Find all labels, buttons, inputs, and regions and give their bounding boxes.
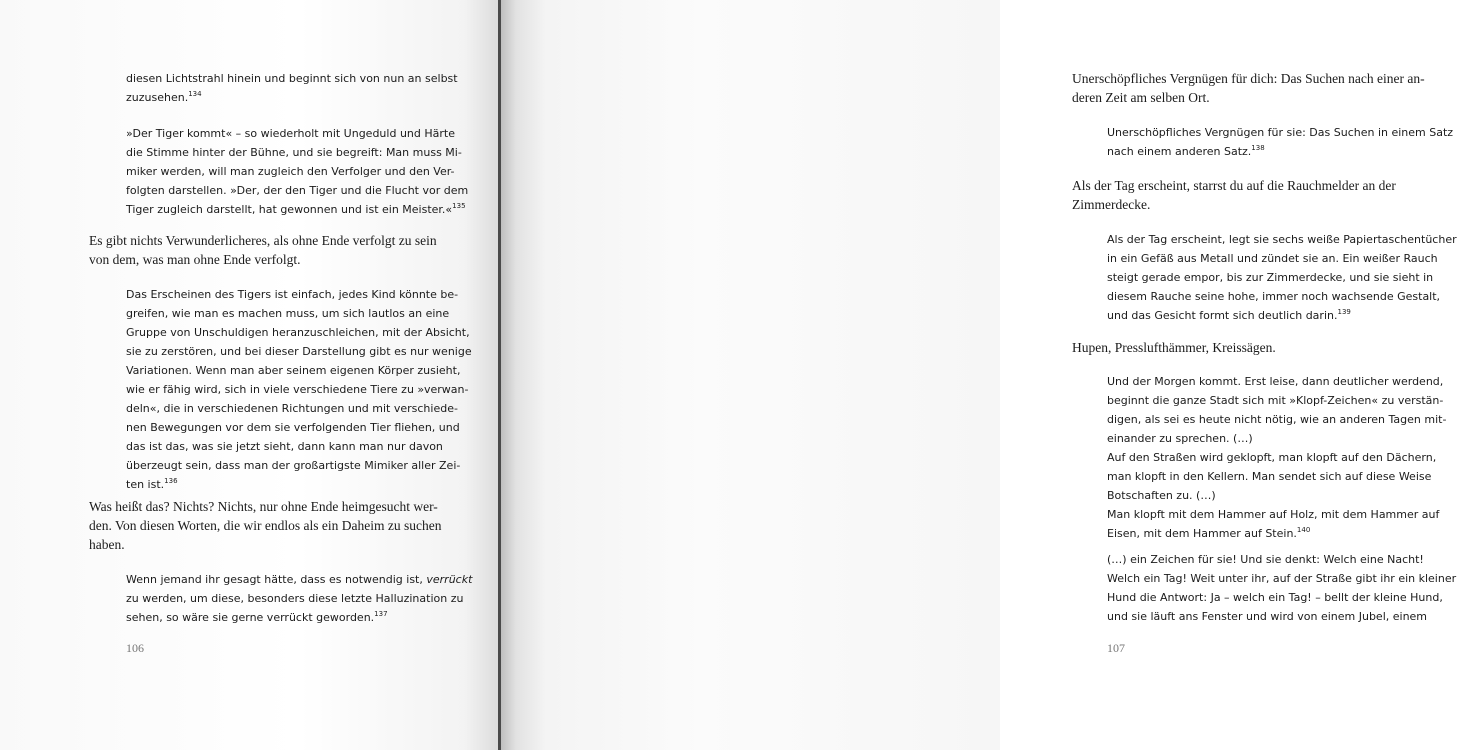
indented-quote-block <box>1107 123 1454 161</box>
text-line: Hund die Antwort: Ja – welch ein Tag! – bellt der kleine Hund, <box>1107 591 1443 604</box>
text-line: man klopft in den Kellern. Man sendet sich auf diese Weise <box>1107 470 1432 483</box>
text-line: Und der Morgen kommt. Erst leise, dann deutlicher werdend, <box>1107 375 1444 388</box>
footnote-ref: 139 <box>1337 308 1351 316</box>
footnote-ref: 136 <box>164 477 178 485</box>
text-segment: nach einem anderen Satz. <box>1107 145 1252 158</box>
indented-quote-block <box>1107 550 1457 626</box>
page-number: 107 <box>1107 641 1125 655</box>
body-paragraph <box>1072 176 1412 214</box>
indented-quote-block <box>1107 230 1457 325</box>
body-paragraph <box>89 231 437 269</box>
footnote-ref: 135 <box>452 202 466 210</box>
text-line: Gruppe von Unschuldigen heranzuschleichen, mit der Absicht, <box>126 326 470 339</box>
text-line: Welch ein Tag! Weit unter ihr, auf der Straße gibt ihr ein kleiner <box>1107 572 1457 585</box>
text-line: (…) ein Zeichen für sie! Und sie denkt: Welch eine Nacht! <box>1107 553 1424 566</box>
text-line: die Stimme hinter der Bühne, und sie begreift: Man muss Mi- <box>126 146 462 159</box>
text-line: miker werden, will man zugleich den Verfolger und den Ver- <box>126 165 455 178</box>
text-line: folgten darstellen. »Der, der den Tiger und die Flucht vor dem <box>126 184 469 197</box>
text-line: wie er fähig wird, sich in viele verschiedene Tiere zu »verwan- <box>126 383 469 396</box>
text-segment: Tiger zugleich darstellt, hat gewonnen und ist ein Meister.« <box>126 203 453 216</box>
text-line: überzeugt sein, dass man der großartigste Mimiker aller Zei- <box>126 459 461 472</box>
text-line: Unerschöpfliches Vergnügen für sie: Das Suchen in einem Satz <box>1107 126 1454 139</box>
text-line: den. Von diesen Worten, die wir endlos als ein Daheim zu suchen <box>89 518 442 533</box>
text-line: Zimmerdecke. <box>1072 197 1151 212</box>
text-line: Man klopft mit dem Hammer auf Holz, mit dem Hammer auf <box>1107 508 1440 521</box>
footnote-ref: 138 <box>1251 144 1265 152</box>
indented-quote-block <box>1107 372 1447 543</box>
text-line: und sie läuft ans Fenster und wird von einem Jubel, einem <box>1107 610 1428 623</box>
text-line: Als der Tag erscheint, starrst du auf die Rauchmelder an der <box>1072 178 1396 193</box>
page-number: 106 <box>126 641 144 655</box>
body-paragraph <box>1072 69 1425 107</box>
text-line <box>126 200 466 219</box>
text-line: steigt gerade empor, bis zur Zimmerdecke, und sie sieht in <box>1107 271 1434 284</box>
text-line: diesen Lichtstrahl hinein und beginnt sich von nun an selbst <box>126 72 458 85</box>
quote-continuation <box>126 589 464 627</box>
text-line: »Der Tiger kommt« – so wiederholt mit Ungeduld und Härte <box>126 127 455 140</box>
text-segment: Eisen, mit dem Hammer auf Stein. <box>1107 527 1297 540</box>
text-line: Botschaften zu. (…) <box>1107 489 1216 502</box>
text-segment: zuzusehen. <box>126 91 189 104</box>
text-line: Was heißt das? Nichts? Nichts, nur ohne Ende heimgesucht wer- <box>89 499 438 514</box>
text-line <box>1107 142 1412 161</box>
footnote-ref: 137 <box>374 610 388 618</box>
indented-quote-block <box>126 69 458 107</box>
indented-quote-block <box>126 124 469 219</box>
text-line: nen Bewegungen vor dem sie verfolgenden Tier fliehen, und <box>126 421 460 434</box>
text-line: in ein Gefäß aus Metall und zündet sie an. Ein weißer Rauch <box>1107 252 1438 265</box>
text-line <box>126 570 473 589</box>
text-segment: und das Gesicht formt sich deutlich darin. <box>1107 309 1338 322</box>
text-line: deren Zeit am selben Ort. <box>1072 90 1210 105</box>
italic-word: verrückt <box>426 573 473 586</box>
text-line: Das Erscheinen des Tigers ist einfach, jedes Kind könnte be- <box>126 288 459 301</box>
text-line: Unerschöpfliches Vergnügen für dich: Das Suchen nach einer an- <box>1072 71 1425 86</box>
text-segment: Wenn jemand ihr gesagt hätte, dass es notwendig ist, <box>126 573 427 586</box>
text-line <box>1107 306 1412 325</box>
text-line: Hupen, Presslufthämmer, Kreissägen. <box>1072 340 1276 355</box>
body-paragraph <box>1072 338 1412 357</box>
text-line: das ist das, was sie jetzt sieht, dann kann man nur davon <box>126 440 443 453</box>
text-segment: ten ist. <box>126 478 165 491</box>
text-line: Als der Tag erscheint, legt sie sechs weiße Papiertaschentücher <box>1107 233 1457 246</box>
text-line: digen, als sei es heute nicht nötig, wie an anderen Tagen mit- <box>1107 413 1447 426</box>
text-line: einander zu sprechen. (…) <box>1107 432 1253 445</box>
left-page <box>0 0 499 750</box>
text-line: zu werden, um diese, besonders diese letzte Halluzination zu <box>126 592 464 605</box>
right-page <box>501 0 1457 750</box>
text-line: deln«, die in verschiedenen Richtungen und mit verschiede- <box>126 402 458 415</box>
text-line: Variationen. Wenn man aber seinem eigenen Körper zusieht, <box>126 364 461 377</box>
body-paragraph <box>89 497 442 554</box>
text-line: sie zu zerstören, und bei dieser Darstellung gibt es nur wenige <box>126 345 472 358</box>
text-line: haben. <box>89 537 125 552</box>
text-segment: sehen, so wäre sie gerne verrückt geworden. <box>126 611 375 624</box>
footnote-ref: 134 <box>188 90 202 98</box>
text-line: Es gibt nichts Verwunderlicheres, als ohne Ende verfolgt zu sein <box>89 233 437 248</box>
text-line: von dem, was man ohne Ende verfolgt. <box>89 252 301 267</box>
indented-quote-block <box>126 570 473 627</box>
footnote-ref: 140 <box>1296 526 1311 534</box>
text-line <box>1107 524 1412 543</box>
text-line <box>126 88 430 107</box>
indented-quote-block <box>126 285 472 494</box>
text-line <box>126 608 430 627</box>
text-line: Auf den Straßen wird geklopft, man klopft auf den Dächern, <box>1107 451 1437 464</box>
text-line: greifen, wie man es machen muss, um sich lautlos an eine <box>126 307 450 320</box>
text-line: diesem Rauche seine hohe, immer noch wachsende Gestalt, <box>1107 290 1441 303</box>
text-line <box>126 475 430 494</box>
text-line: beginnt die ganze Stadt sich mit »Klopf-Zeichen« zu verstän- <box>1107 394 1444 407</box>
